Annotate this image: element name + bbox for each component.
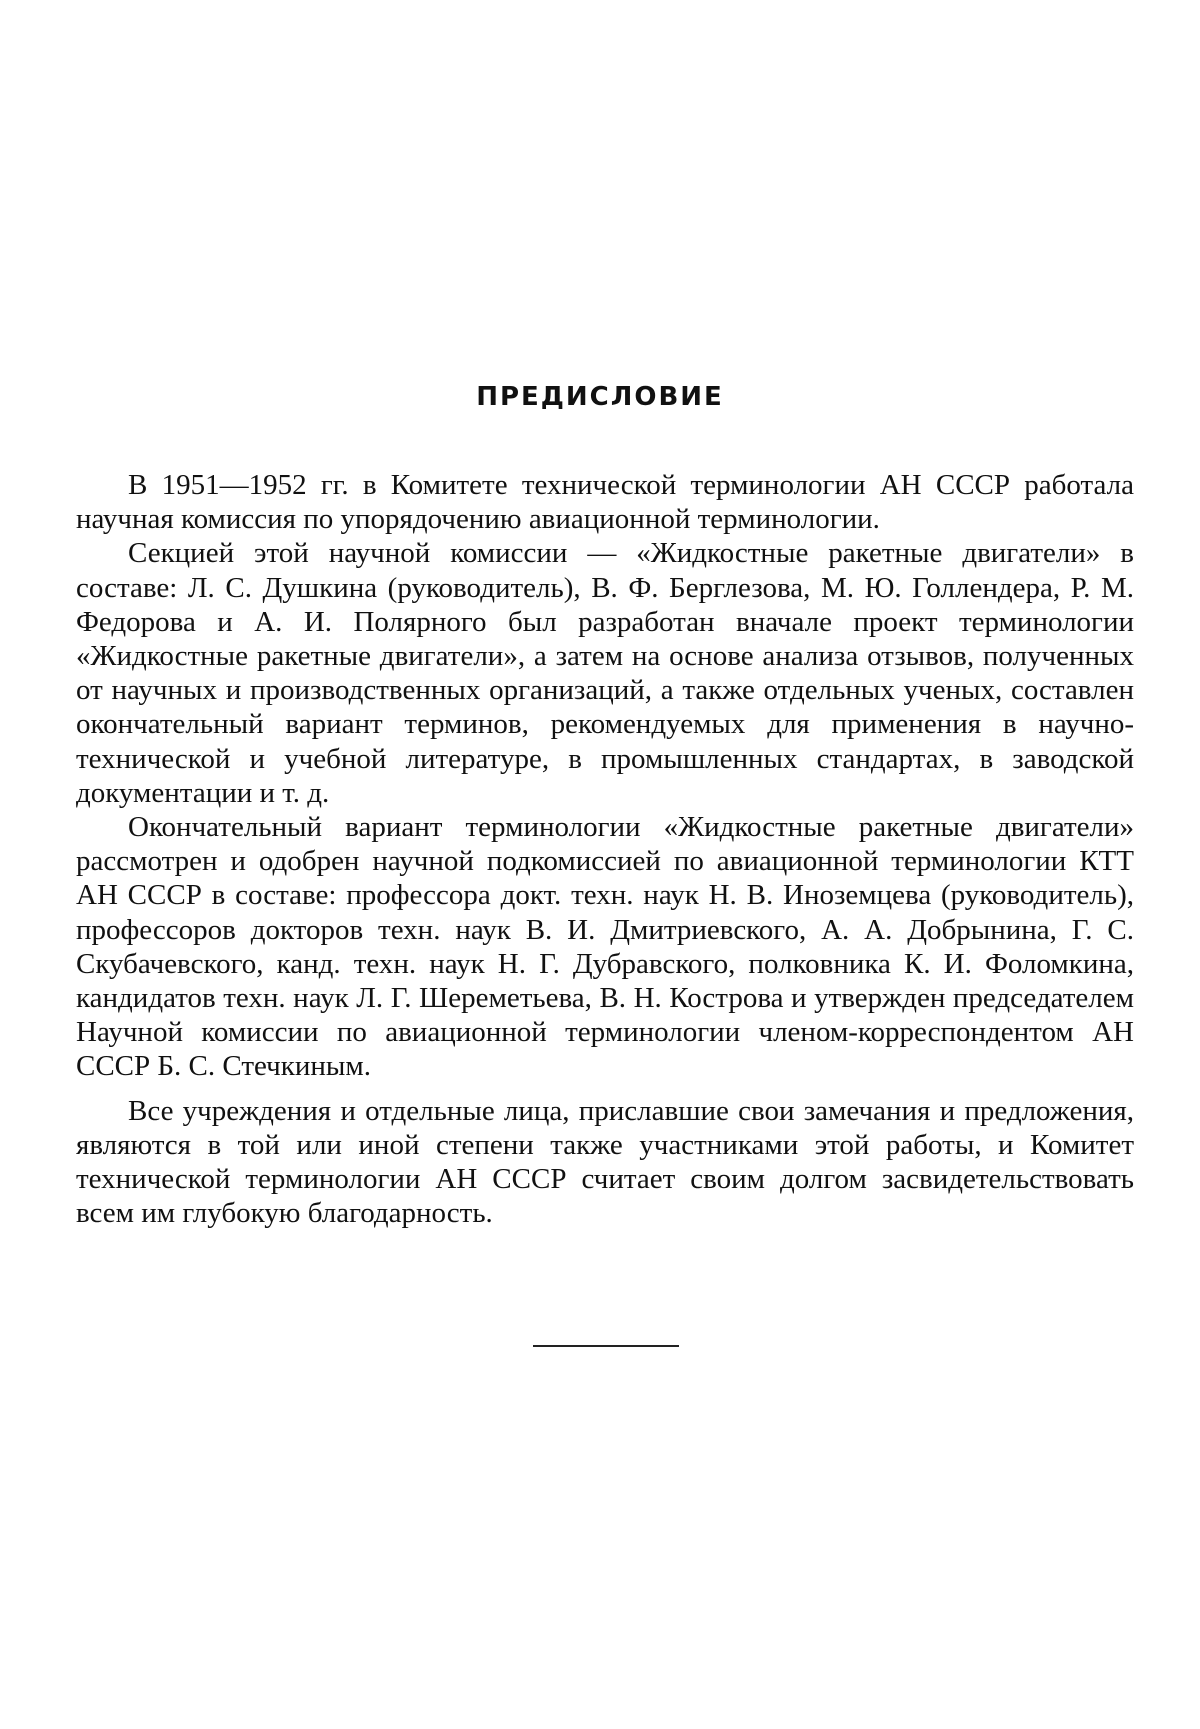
end-divider <box>533 1345 679 1347</box>
page-title: ПРЕДИСЛОВИЕ <box>476 382 724 412</box>
paragraph-4: Все учреждения и отдельные лица, приславшие свои замечания и предложения, являются в той или иной степени также участниками этой работы, и Комитет технической терминологии АН СССР считает своим долгом засвидетельствовать всем им глубокую благодарность. <box>76 1094 1134 1230</box>
paragraph-1: В 1951—1952 гг. в Комитете технической терминологии АН СССР работала научная комиссия по упорядочению авиационной терминологии. <box>76 469 1134 536</box>
preface-body <box>76 468 1134 1230</box>
paragraph-3: Окончательный вариант терминологии «Жидкостные ракетные двигатели» рассмотрен и одобрен научной подкомиссией по авиационной терминологии КТТ АН СССР в составе: профессора докт. техн. наук Н. В. Иноземцева (руководитель), профессоров докторов техн. наук В. И. Дмитриевского, А. А. Добрынина, Г. С. Скубачевского, канд. техн. наук Н. Г. Дубравского, полковника К. И. Фоломкина, кандидатов техн. наук Л. Г. Шереметьева, В. Н. Кострова и утвержден председателем Научной комиссии по авиационной терминологии членом-корреспондентом АН СССР Б. С. Стечкиным. <box>76 811 1134 1083</box>
paragraph-2: Секцией этой научной комиссии — «Жидкостные ракетные двигатели» в составе: Л. С. Душкина (руководитель), В. Ф. Берглезова, М. Ю. Голлендера, Р. М. Федорова и А. И. Полярного был разработан вначале проект терминологии «Жидкостные ракетные двигатели», а затем на основе анализа отзывов, полученных от научных и производственных организаций, а также отдельных ученых, составлен окончательный вариант терминов, рекомендуемых для применения в научно-технической и учебной литературе, в промышленных стандартах, в заводской документации и т. д. <box>76 537 1134 809</box>
